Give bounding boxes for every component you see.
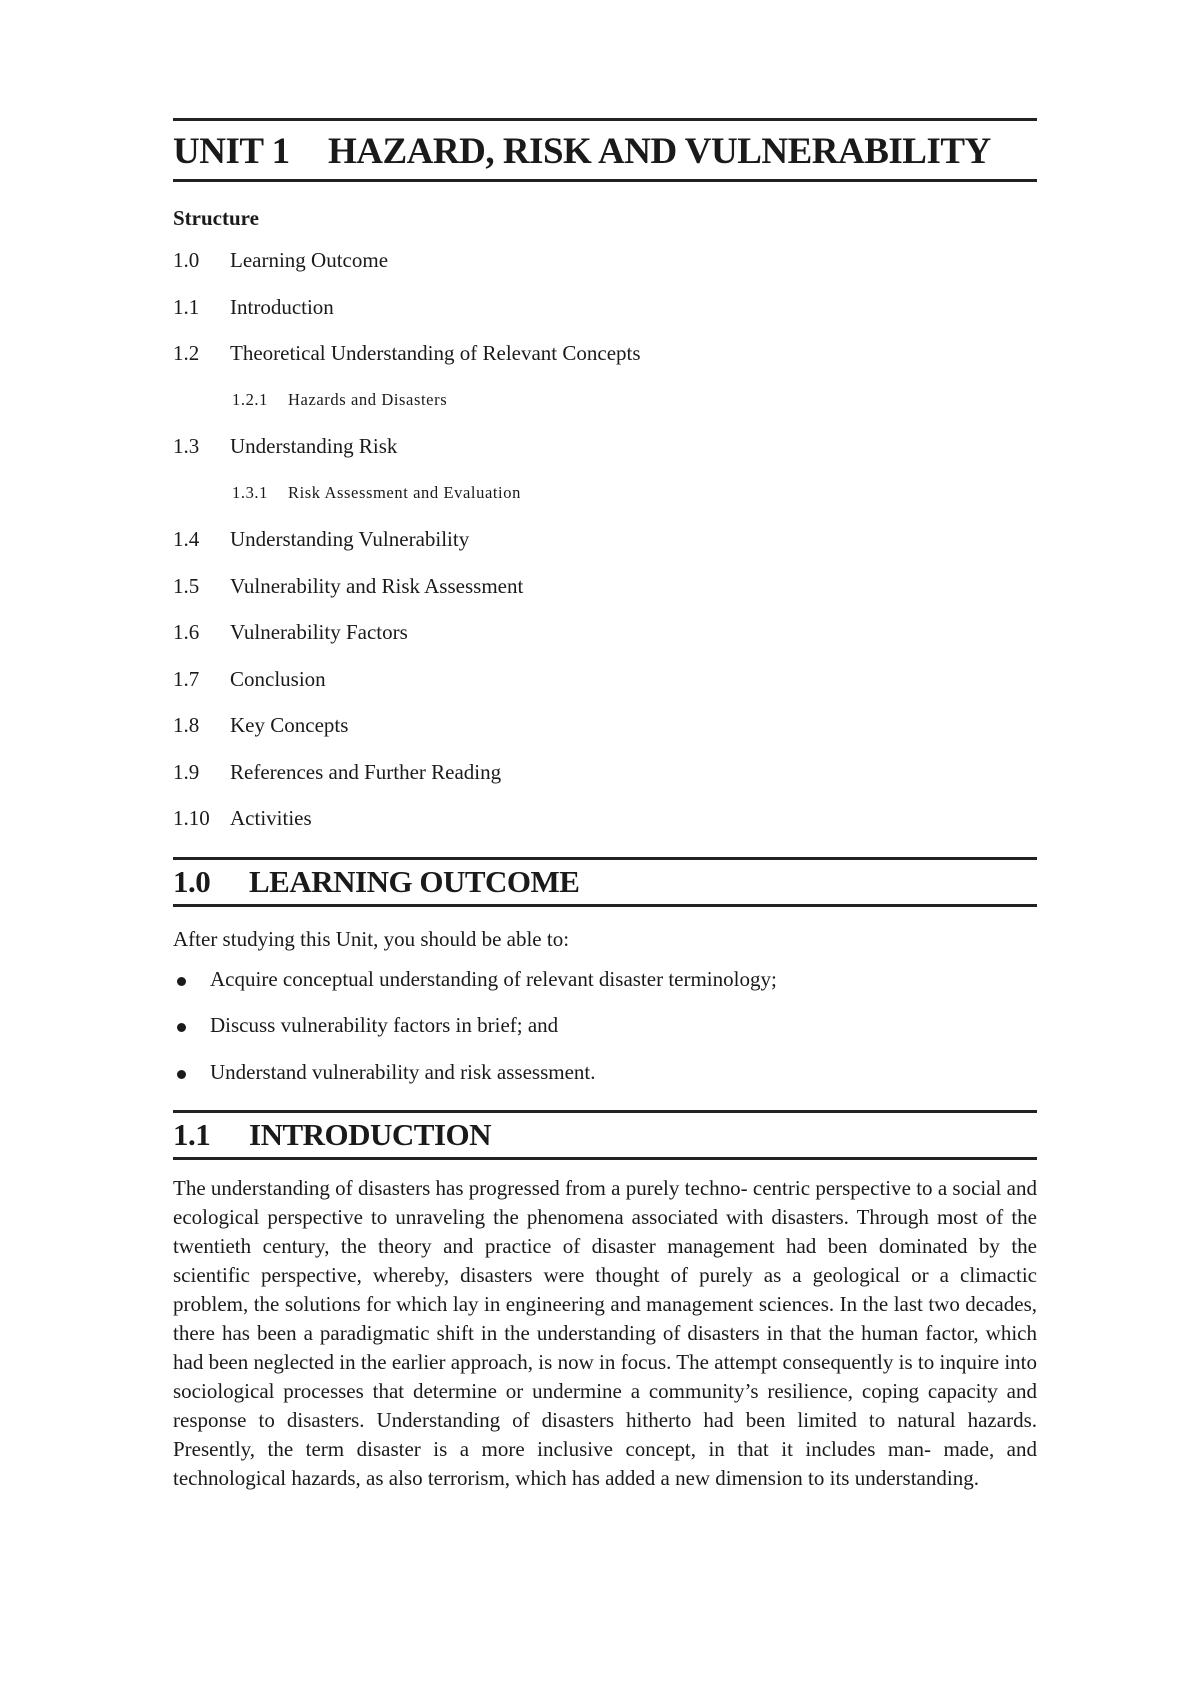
- toc-item-label: Vulnerability Factors: [230, 620, 408, 644]
- list-item-text: Discuss vulnerability factors in brief; and: [210, 1013, 559, 1037]
- bullet-icon: [177, 977, 186, 986]
- toc-subitem-label: Risk Assessment and Evaluation: [288, 482, 521, 502]
- toc-item-label: Key Concepts: [230, 713, 349, 737]
- list-item: [173, 1060, 1037, 1107]
- section-number: 1.0: [173, 863, 211, 899]
- toc-item: [173, 806, 1037, 853]
- toc-item: [173, 527, 1037, 574]
- toc-item-number: 1.1: [173, 294, 200, 319]
- table-of-contents: [173, 248, 1037, 853]
- toc-item-number: 1.2: [173, 341, 200, 365]
- toc-item: [173, 434, 1037, 481]
- bullet-icon: [177, 1070, 186, 1079]
- toc-item-number: 1.6: [173, 620, 200, 644]
- toc-item-number: 1.3: [173, 434, 200, 458]
- toc-item-label: Understanding Risk: [230, 434, 398, 458]
- toc-item-number: 1.10: [173, 806, 210, 830]
- toc-subitem: [173, 481, 1037, 528]
- toc-item: [173, 295, 1037, 342]
- learning-outcome-intro: After studying this Unit, you should be able to:: [173, 926, 570, 951]
- bullet-icon: [177, 1023, 186, 1032]
- toc-subitem-number: 1.2.1: [232, 389, 268, 409]
- learning-outcome-list: [173, 967, 1037, 1107]
- toc-subitem-number: 1.3.1: [232, 482, 268, 502]
- list-item: [173, 967, 1037, 1014]
- toc-item: [173, 760, 1037, 807]
- toc-item-label: References and Further Reading: [230, 759, 502, 784]
- toc-item-number: 1.9: [173, 759, 200, 784]
- introduction-paragraph: The understanding of disasters has progressed from a purely techno- centric perspective to a social and ecological perspective to unraveling the phenomena associated with disasters. Through most of the twentieth century, the theory and practice of disaster management had been dominated by the scientific perspective, whereby, disasters were thought of purely as a geological or a climactic problem, the solutions for which lay in engineering and management sciences. In the last two decades, there has been a paradigmatic shift in the understanding of disasters in that the human factor, which had been neglected in the earlier approach, is now in focus. The attempt consequently is to inquire into sociological processes that determine or undermine a community’s resilience, coping capacity and response to disasters. Understanding of disasters hitherto had been limited to natural hazards. Presently, the term disaster is a more inclusive concept, in that it includes man- made, and technological hazards, as also terrorism, which has added a new dimension to its understanding.: [173, 1176, 1037, 1490]
- section-heading-introduction: [173, 1110, 1037, 1160]
- toc-item-label: Activities: [230, 806, 312, 830]
- toc-item-label: Learning Outcome: [230, 248, 389, 272]
- unit-title: HAZARD, RISK AND VULNERABILITY: [328, 131, 991, 172]
- unit-number: UNIT 1: [173, 131, 290, 172]
- toc-item: [173, 248, 1037, 295]
- section-title: LEARNING OUTCOME: [249, 863, 580, 899]
- toc-item: [173, 341, 1037, 388]
- list-item: [173, 1013, 1037, 1060]
- toc-item: [173, 620, 1037, 667]
- section-number: 1.1: [173, 1117, 211, 1152]
- list-item-text: Understand vulnerability and risk assessment.: [210, 1059, 596, 1084]
- section-heading-learning-outcome: [173, 857, 1037, 907]
- toc-item: [173, 574, 1037, 621]
- toc-subitem: [173, 388, 1037, 435]
- section-title: INTRODUCTION: [249, 1117, 492, 1152]
- toc-item: [173, 667, 1037, 714]
- toc-item-label: Vulnerability and Risk Assessment: [230, 573, 524, 598]
- toc-item-label: Understanding Vulnerability: [230, 527, 470, 551]
- toc-item-number: 1.0: [173, 248, 200, 272]
- toc-item-number: 1.4: [173, 527, 200, 551]
- toc-item-label: Theoretical Understanding of Relevant Concepts: [230, 341, 641, 365]
- toc-item-label: Conclusion: [230, 666, 326, 691]
- toc-item-number: 1.7: [173, 666, 200, 691]
- toc-subitem-label: Hazards and Disasters: [288, 389, 448, 409]
- toc-item: [173, 713, 1037, 760]
- list-item-text: Acquire conceptual understanding of relevant disaster terminology;: [210, 966, 777, 991]
- document-page: [173, 118, 1037, 1514]
- unit-title-bar: [173, 118, 1037, 182]
- toc-item-label: Introduction: [230, 294, 334, 319]
- toc-item-number: 1.8: [173, 713, 200, 737]
- toc-item-number: 1.5: [173, 573, 200, 598]
- structure-heading: Structure: [173, 206, 259, 230]
